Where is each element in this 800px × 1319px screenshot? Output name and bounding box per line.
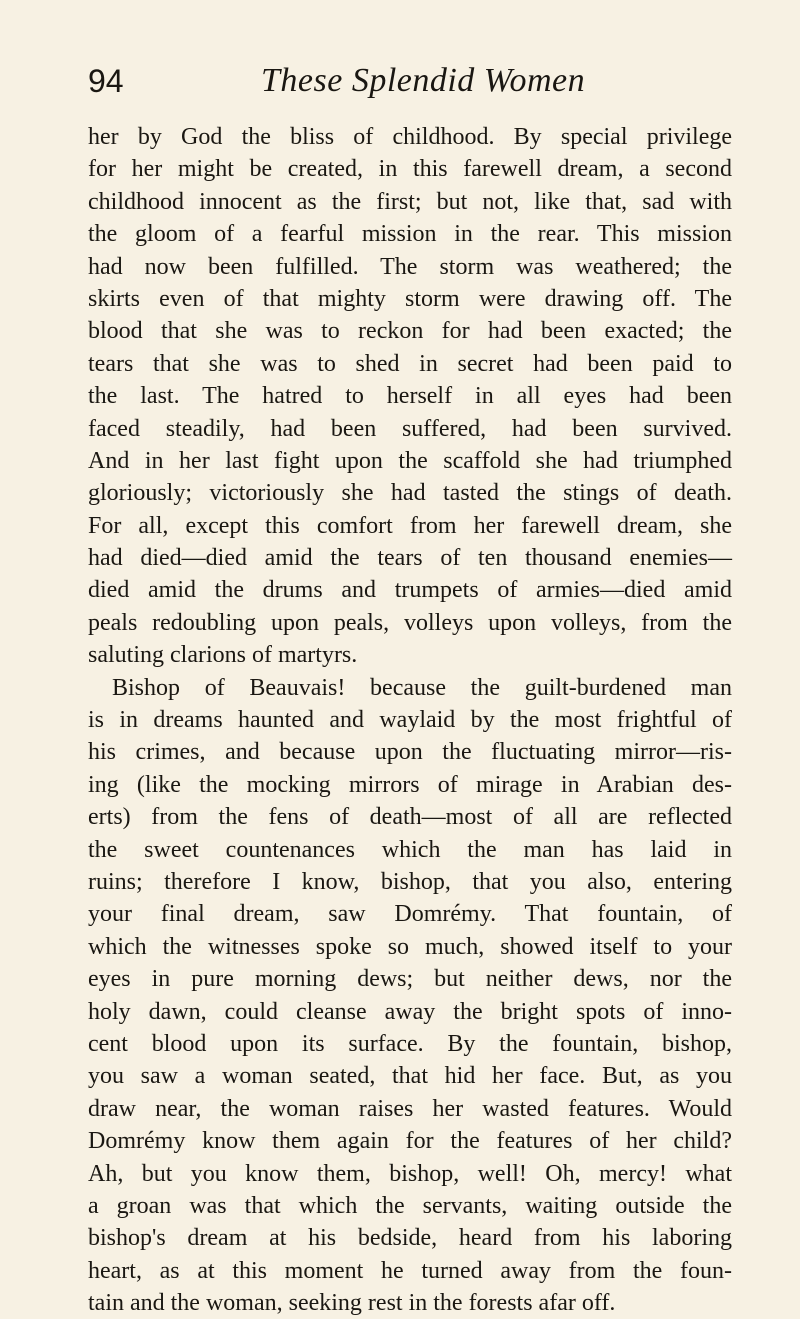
text-line: peals redoubling upon peals, volleys upon volleys, from the bbox=[88, 609, 732, 636]
running-head bbox=[88, 56, 728, 106]
text-line: had now been fulfilled. The storm was weathered; the bbox=[88, 253, 732, 280]
text-line: eyes in pure morning dews; but neither dews, nor the bbox=[88, 966, 732, 993]
text-line: the last. The hatred to herself in all eyes had been bbox=[88, 383, 732, 410]
text-line: faced steadily, had been suffered, had been survived. bbox=[88, 415, 732, 442]
text-line: skirts even of that mighty storm were drawing off. The bbox=[88, 285, 732, 312]
text-line: for her might be created, in this farewell dream, a second bbox=[88, 156, 732, 183]
text-line: Domrémy know them again for the features of her child? bbox=[88, 1128, 732, 1155]
text-line: tears that she was to shed in secret had been paid to bbox=[88, 350, 732, 377]
text-line: ing (like the mocking mirrors of mirage in Arabian des- bbox=[88, 771, 732, 798]
text-line: his crimes, and because upon the fluctuating mirror—ris- bbox=[88, 739, 732, 766]
text-line: her by God the bliss of childhood. By special privilege bbox=[88, 124, 732, 150]
body-text bbox=[88, 121, 732, 1319]
text-line: childhood innocent as the first; but not, like that, sad with bbox=[88, 188, 732, 215]
text-line: had died—died amid the tears of ten thousand enemies— bbox=[88, 545, 732, 572]
text-line: tain and the woman, seeking rest in the forests afar off. bbox=[88, 1290, 616, 1317]
text-line: the sweet countenances which the man has laid in bbox=[88, 836, 732, 863]
text-line: is in dreams haunted and waylaid by the most frightful of bbox=[88, 707, 732, 734]
page-number: 94 bbox=[88, 63, 124, 99]
text-line: blood that she was to reckon for had been exacted; the bbox=[88, 318, 732, 345]
text-line: ruins; therefore I know, bishop, that you also, entering bbox=[88, 868, 732, 895]
text-line: a groan was that which the servants, waiting outside the bbox=[88, 1192, 732, 1219]
text-line: your final dream, saw Domrémy. That fountain, of bbox=[88, 901, 732, 928]
text-line: cent blood upon its surface. By the fountain, bishop, bbox=[88, 1030, 732, 1057]
text-line: For all, except this comfort from her farewell dream, she bbox=[88, 512, 732, 539]
text-line: And in her last fight upon the scaffold she had triumphed bbox=[88, 447, 732, 474]
text-line: gloriously; victoriously she had tasted the stings of death. bbox=[88, 480, 732, 507]
text-line: erts) from the fens of death—most of all are reflected bbox=[88, 804, 732, 831]
paragraph-end-line: saluting clarions of martyrs. bbox=[88, 642, 358, 669]
text-line: died amid the drums and trumpets of armies—died amid bbox=[88, 577, 732, 604]
text-line: heart, as at this moment he turned away from the foun- bbox=[88, 1257, 732, 1284]
text-line: holy dawn, could cleanse away the bright spots of inno- bbox=[88, 998, 732, 1025]
text-line: the gloom of a fearful mission in the rear. This mission bbox=[88, 221, 732, 248]
text-line: draw near, the woman raises her wasted features. Would bbox=[88, 1095, 732, 1122]
running-title: These Splendid Women bbox=[261, 62, 586, 99]
text-line: bishop's dream at his bedside, heard from his laboring bbox=[88, 1225, 732, 1252]
text-line: which the witnesses spoke so much, showed itself to your bbox=[88, 933, 732, 960]
text-line: Ah, but you know them, bishop, well! Oh, mercy! what bbox=[88, 1160, 732, 1187]
text-line: you saw a woman seated, that hid her face. But, as you bbox=[88, 1063, 732, 1090]
paragraph-start-line: Bishop of Beauvais! because the guilt-burdened man bbox=[112, 674, 732, 701]
